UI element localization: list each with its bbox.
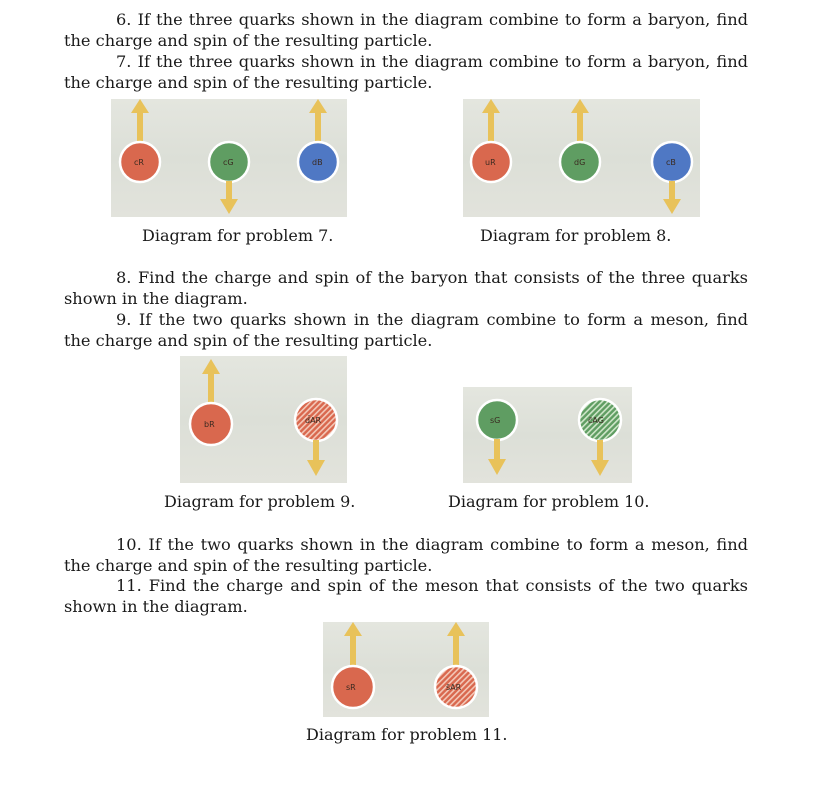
diagram-11-svg	[323, 622, 489, 717]
quark-d-green	[560, 99, 600, 182]
problem-10-text: If the two quarks shown in the diagram combine to form a meson, find the charge and spin of the resulting particle.	[64, 535, 749, 575]
caption-diagram-7: Diagram for problem 7.	[142, 226, 334, 245]
problem-10	[64, 535, 748, 576]
diagram-11	[323, 622, 489, 717]
antiquark-s-antired	[435, 622, 477, 708]
problem-7-number: 7.	[116, 52, 132, 71]
spin-up-arrow-head	[309, 99, 327, 113]
quark-label: cB	[666, 158, 676, 167]
quark-label: sR	[346, 683, 356, 692]
quark-c-red	[120, 99, 160, 182]
quark-label: dB	[312, 158, 323, 167]
diagram-7	[111, 99, 347, 217]
quark-u-red	[471, 99, 511, 182]
quark-label: cR	[134, 158, 144, 167]
quark-label: dG	[574, 158, 586, 167]
spin-down-arrow-head	[220, 199, 238, 214]
spin-down-arrow-head	[591, 460, 609, 476]
quark-label: c̄AG	[588, 416, 604, 425]
problem-6-text: If the three quarks shown in the diagram combine to form a baryon, find the charge and spin of the resulting particle.	[64, 10, 748, 50]
spin-up-arrow-head	[344, 622, 362, 636]
quark-d-blue	[298, 99, 338, 182]
quark-s-red	[332, 622, 374, 708]
diagram-10	[463, 387, 632, 483]
problem-9	[64, 310, 748, 351]
problem-11-text: Find the charge and spin of the meson that consists of the two quarks shown in the diagram.	[64, 576, 748, 616]
diagram-9-svg	[180, 356, 347, 483]
spin-down-arrow-head	[488, 459, 506, 475]
quark-label: sG	[490, 416, 501, 425]
spin-down-arrow-head	[307, 460, 325, 476]
spin-up-arrow-head	[482, 99, 500, 113]
diagram-9	[180, 356, 347, 483]
problem-7	[64, 52, 748, 93]
spin-up-arrow-head	[571, 99, 589, 113]
quark-s-green	[477, 400, 517, 475]
spin-up-arrow-shaft	[350, 632, 356, 666]
quark-label: d̄AR	[305, 416, 322, 425]
problem-7-text: If the three quarks shown in the diagram combine to form a baryon, find the charge and spin of the resulting particle.	[64, 52, 748, 92]
problem-9-text: If the two quarks shown in the diagram combine to form a meson, find the charge and spin of the resulting particle.	[64, 310, 749, 350]
quark-b-red	[190, 359, 232, 445]
problem-8-number: 8.	[116, 268, 132, 287]
problem-8-text: Find the charge and spin of the baryon that consists of the three quarks shown in the diagram.	[64, 268, 748, 308]
spin-up-arrow-head	[131, 99, 149, 113]
caption-diagram-8: Diagram for problem 8.	[480, 226, 672, 245]
spin-up-arrow-shaft	[315, 109, 321, 143]
spin-up-arrow-shaft	[137, 109, 143, 143]
quark-c-green	[209, 142, 249, 214]
spin-up-arrow-shaft	[453, 632, 459, 666]
spin-up-arrow-head	[447, 622, 465, 636]
problem-8	[64, 268, 748, 309]
spin-down-arrow-head	[663, 199, 681, 214]
spin-up-arrow-shaft	[577, 109, 583, 143]
quark-label: bR	[204, 420, 215, 429]
antiquark-d-antired	[295, 399, 337, 476]
quark-label: uR	[485, 158, 496, 167]
spin-up-arrow-shaft	[488, 109, 494, 143]
quark-c-blue	[652, 142, 692, 214]
caption-diagram-10: Diagram for problem 10.	[448, 492, 650, 511]
quark-label: cG	[223, 158, 234, 167]
problem-6	[64, 10, 748, 51]
diagram-7-svg	[111, 99, 347, 217]
spin-up-arrow-shaft	[208, 370, 214, 404]
quark-label: s̄AR	[446, 683, 462, 692]
diagram-10-svg	[463, 387, 632, 483]
problem-10-number: 10.	[116, 535, 142, 554]
problem-6-number: 6.	[116, 10, 132, 29]
caption-diagram-9: Diagram for problem 9.	[164, 492, 356, 511]
problem-11	[64, 576, 748, 617]
antiquark-c-antigreen	[579, 399, 621, 476]
caption-diagram-11: Diagram for problem 11.	[306, 725, 508, 744]
diagram-8	[463, 99, 700, 217]
diagram-8-svg	[463, 99, 700, 217]
spin-up-arrow-head	[202, 359, 220, 374]
problem-11-number: 11.	[116, 576, 142, 595]
problem-9-number: 9.	[116, 310, 132, 329]
